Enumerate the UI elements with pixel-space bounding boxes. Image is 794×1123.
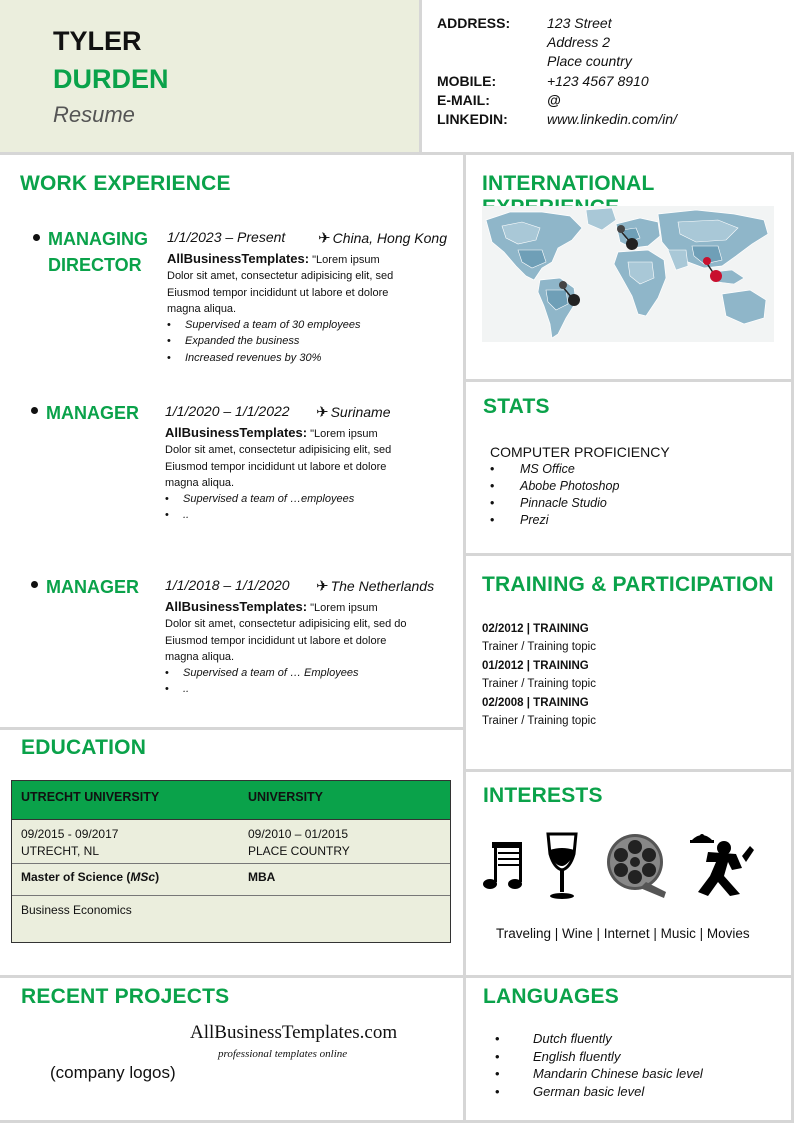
stats-title: STATS <box>483 395 550 418</box>
education-col2-dates: 09/2010 – 01/2015 <box>248 827 349 841</box>
degree-suffix: ) <box>155 870 160 884</box>
waiter-icon <box>690 834 754 896</box>
job-desc-line2: Dolor sit amet, consectetur adipisicing elit, sed <box>167 270 394 283</box>
education-col1-dates: 09/2015 - 09/2017 <box>21 827 119 841</box>
job-bullet-item: • Supervised a team of 30 employees <box>167 317 361 333</box>
training-date: 01/2012 | TRAINING <box>482 660 589 672</box>
job-bullet-item: • Increased revenues by 30% <box>167 350 361 366</box>
stats-item: • MS Office <box>490 462 575 476</box>
job-bullet <box>33 234 40 241</box>
job-description <box>165 425 440 491</box>
degree-abbr: MSc <box>130 870 156 884</box>
education-row-divider <box>12 863 450 864</box>
job-title-line1: MANAGER <box>46 403 139 423</box>
job-bullet-item: • Supervised a team of …employees <box>165 491 354 507</box>
training-topic: Trainer / Training topic <box>482 641 596 653</box>
world-map-icon <box>482 206 774 342</box>
job-bullet-item: • Supervised a team of … Employees <box>165 665 358 681</box>
degree-prefix: Master of Science ( <box>21 870 131 884</box>
language-text: Mandarin Chinese basic level <box>533 1066 703 1082</box>
interests-list: Traveling | Wine | Internet | Music | Movies <box>496 926 750 941</box>
interests-title: INTERESTS <box>483 784 603 807</box>
training-title: TRAINING & PARTICIPATION <box>482 573 774 596</box>
job-bullets <box>167 317 361 366</box>
job-dates: 1/1/2018 – 1/1/2020 <box>165 577 290 593</box>
job-bullet-item: • .. <box>165 681 358 697</box>
education-col2-head: UNIVERSITY <box>248 790 324 804</box>
job-location-text: China, Hong Kong <box>332 230 447 246</box>
stats-list <box>490 461 619 529</box>
airplane-icon: ✈ <box>318 230 331 247</box>
job-desc-line2: Dolor sit amet, consectetur adipisicing elit, sed do <box>165 618 407 631</box>
first-name: TYLER <box>53 26 142 56</box>
job-title-line2: DIRECTOR <box>48 255 142 275</box>
language-text: Dutch fluently <box>533 1031 612 1046</box>
education-title: EDUCATION <box>21 736 147 759</box>
document-subtitle: Resume <box>53 102 135 127</box>
job-bullet <box>31 581 38 588</box>
job-dates: 1/1/2023 – Present <box>167 229 286 245</box>
recent-projects-title: RECENT PROJECTS <box>21 985 230 1008</box>
training-date: 02/2008 | TRAINING <box>482 697 589 709</box>
mobile-label: MOBILE: <box>437 73 497 89</box>
company-logos-placeholder: (company logos) <box>50 1063 176 1082</box>
header-vertical-divider <box>419 0 422 152</box>
job-desc-line1: "Lorem ipsum <box>310 428 378 440</box>
stats-item-text: MS Office <box>520 462 575 476</box>
training-topic: Trainer / Training topic <box>482 678 596 690</box>
job-description <box>167 251 442 317</box>
job-desc-line4: magna aliqua. <box>167 302 237 315</box>
training-item <box>482 657 596 693</box>
linkedin-label: LINKEDIN: <box>437 111 508 127</box>
training-interests-divider <box>466 769 794 772</box>
work-experience-title: WORK EXPERIENCE <box>20 172 231 195</box>
job-location-text: Suriname <box>330 404 391 420</box>
last-name: DURDEN <box>53 64 169 94</box>
education-table <box>11 780 451 943</box>
mobile-value: +123 4567 8910 <box>547 73 649 89</box>
company-logo-tagline: professional templates online <box>218 1048 348 1060</box>
job-bullet-item: • Expanded the business <box>167 333 361 349</box>
job-bullet-item: • .. <box>165 507 354 523</box>
linkedin-value[interactable]: www.linkedin.com/in/ <box>547 111 677 127</box>
language-text: English fluently <box>533 1048 621 1064</box>
interest-icons <box>480 832 770 907</box>
film-reel-icon <box>607 834 666 898</box>
education-col1-field: Business Economics <box>21 903 132 917</box>
job-desc-line1: "Lorem ipsum <box>312 254 380 266</box>
airplane-icon: ✈ <box>316 578 329 595</box>
job-company: AllBusinessTemplates: <box>165 425 308 440</box>
education-col2-place: PLACE COUNTRY <box>248 844 350 858</box>
training-item <box>482 620 596 656</box>
stats-item-text: Prezi <box>520 513 549 527</box>
training-item <box>482 694 596 730</box>
wine-glass-icon <box>548 834 576 899</box>
job-location-text: The Netherlands <box>330 578 435 594</box>
job-dates: 1/1/2020 – 1/1/2022 <box>165 403 290 419</box>
address-label: ADDRESS: <box>437 15 511 31</box>
language-text: German basic level <box>533 1083 645 1099</box>
job-bullets <box>165 491 354 524</box>
language-item: • English fluently <box>495 1048 621 1064</box>
job-desc-line2: Dolor sit amet, consectetur adipisicing elit, sed <box>165 444 392 457</box>
language-item: • Dutch fluently <box>495 1031 612 1046</box>
language-item: • Mandarin Chinese basic level <box>495 1066 703 1082</box>
job-desc-line4: magna aliqua. <box>165 650 235 663</box>
job-desc-line3: Eiusmod tempor incididunt ut labore et dolore <box>165 460 387 473</box>
languages-list <box>495 1030 703 1100</box>
training-topic: Trainer / Training topic <box>482 715 596 727</box>
stats-item: • Pinnacle Studio <box>490 496 607 510</box>
company-logo-text: AllBusinessTemplates.com <box>190 1022 398 1043</box>
world-map <box>482 206 774 342</box>
job-desc-line3: Eiusmod tempor incididunt ut labore et dolore <box>165 634 387 647</box>
music-note-icon <box>483 842 522 889</box>
job-bullet <box>31 407 38 414</box>
job-company: AllBusinessTemplates: <box>167 251 310 266</box>
job-title-line1: MANAGER <box>46 577 139 597</box>
job-description <box>165 599 440 665</box>
education-col1-degree <box>21 869 159 886</box>
stats-heading: COMPUTER PROFICIENCY <box>490 444 670 460</box>
job-title-line1: MANAGING <box>48 229 148 249</box>
header-divider <box>0 152 794 155</box>
job-desc-line4: magna aliqua. <box>165 476 235 489</box>
job-company: AllBusinessTemplates: <box>165 599 308 614</box>
education-col2-degree: MBA <box>248 870 276 884</box>
airplane-icon: ✈ <box>316 404 329 421</box>
job-desc-line1: "Lorem ipsum <box>310 602 378 614</box>
job-location <box>316 577 434 595</box>
stats-item: • Prezi <box>490 513 549 527</box>
education-projects-divider <box>0 975 794 978</box>
job-location <box>318 229 447 247</box>
job-location <box>316 403 391 421</box>
job-bullets <box>165 665 358 698</box>
languages-title: LANGUAGES <box>483 985 619 1008</box>
job-desc-line3: Eiusmod tempor incididunt ut labore et dolore <box>167 286 389 299</box>
email-label: E-MAIL: <box>437 92 490 108</box>
email-value[interactable]: @ <box>547 92 561 108</box>
address-line1: 123 Street <box>547 15 612 31</box>
education-col1-head: UTRECHT UNIVERSITY <box>21 790 160 804</box>
stats-training-divider <box>466 553 794 556</box>
stats-item-text: Pinnacle Studio <box>520 496 607 510</box>
education-row-divider <box>12 895 450 896</box>
stats-item: • Abobe Photoshop <box>490 479 620 493</box>
address-line2: Address 2 <box>547 34 611 50</box>
international-experience-title: INTERNATIONAL <box>482 172 655 195</box>
training-date: 02/2012 | TRAINING <box>482 623 589 635</box>
interest-icons-svg <box>480 832 770 902</box>
intl-stats-divider <box>466 379 794 382</box>
address-line3: Place country <box>547 53 632 69</box>
work-education-divider <box>0 727 463 730</box>
stats-item-text: Abobe Photoshop <box>520 479 620 493</box>
language-item: • German basic level <box>495 1083 645 1099</box>
education-col1-place: UTRECHT, NL <box>21 844 100 858</box>
